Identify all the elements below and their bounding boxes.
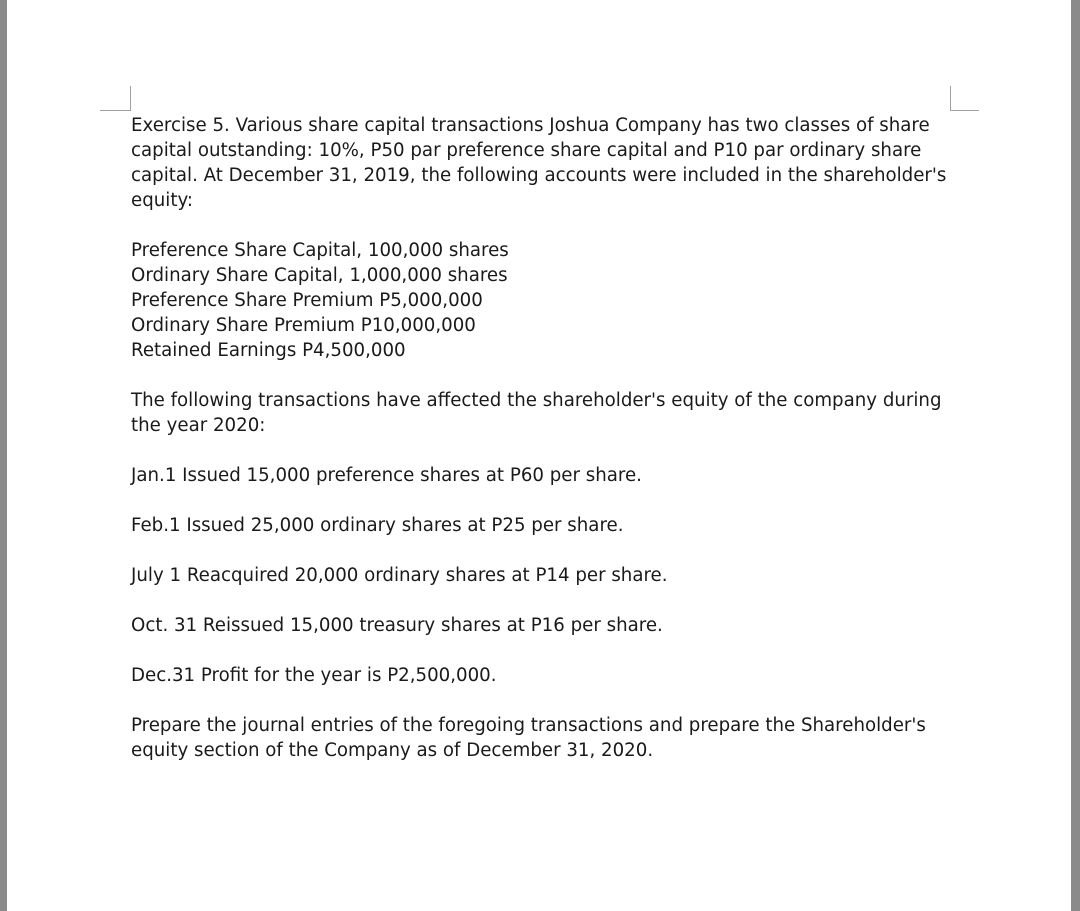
intro-line-4: equity: <box>131 190 194 211</box>
intro-line-3: capital. At December 31, 2019, the following accounts were included in the shareholder's <box>131 165 947 186</box>
account-item: Preference Share Capital, 100,000 shares <box>131 240 509 261</box>
crop-mark-top-left <box>100 86 131 111</box>
transaction-item: July 1 Reacquired 20,000 ordinary shares at P14 per share. <box>131 565 668 586</box>
transactions-intro-paragraph <box>131 388 961 438</box>
intro-line-1: Exercise 5. Various share capital transactions Joshua Company has two classes of share <box>131 115 930 136</box>
transaction-item: Oct. 31 Reissued 15,000 treasury shares at P16 per share. <box>131 615 663 636</box>
transactions-intro-line-1: The following transactions have affected the shareholder's equity of the company during <box>131 390 942 411</box>
account-item: Retained Earnings P4,500,000 <box>131 340 406 361</box>
document-page <box>7 0 1071 911</box>
transaction-item: Jan.1 Issued 15,000 preference shares at P60 per share. <box>131 465 642 486</box>
account-item: Ordinary Share Capital, 1,000,000 shares <box>131 265 508 286</box>
transaction-item: Feb.1 Issued 25,000 ordinary shares at P25 per share. <box>131 515 624 536</box>
account-item: Ordinary Share Premium P10,000,000 <box>131 315 476 336</box>
exercise-intro-paragraph <box>131 113 961 213</box>
transactions-intro-line-2: the year 2020: <box>131 415 266 436</box>
instruction-line-2: equity section of the Company as of December 31, 2020. <box>131 740 654 761</box>
document-body <box>131 113 961 763</box>
instruction-paragraph <box>131 713 961 763</box>
instruction-line-1: Prepare the journal entries of the foregoing transactions and prepare the Shareholder's <box>131 715 926 736</box>
account-item: Preference Share Premium P5,000,000 <box>131 290 483 311</box>
intro-line-2: capital outstanding: 10%, P50 par preference share capital and P10 par ordinary share <box>131 140 922 161</box>
accounts-list <box>131 238 961 363</box>
crop-mark-top-right <box>950 86 979 111</box>
transaction-item: Dec.31 Profit for the year is P2,500,000. <box>131 665 497 686</box>
